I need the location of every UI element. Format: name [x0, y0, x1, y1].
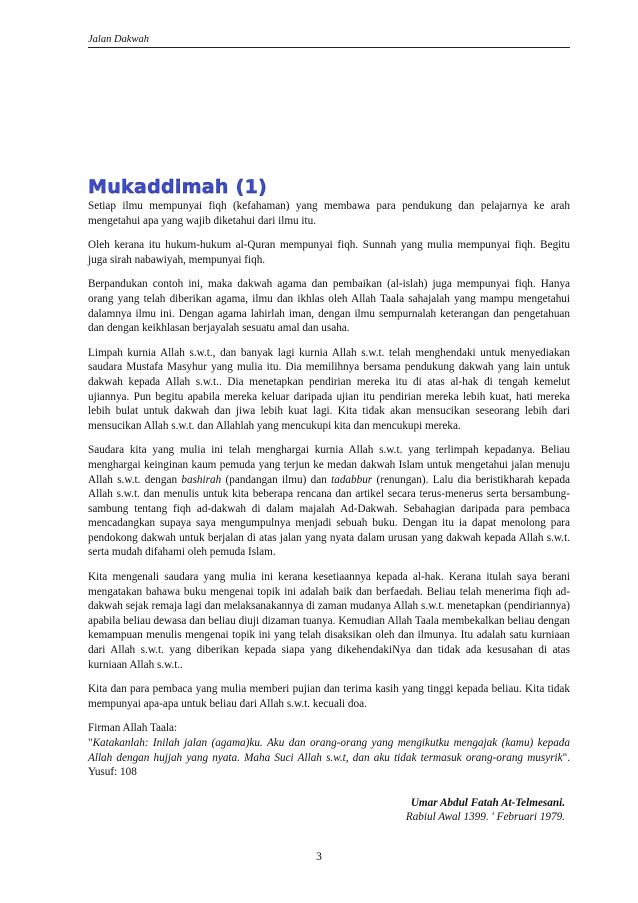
paragraph-5-part-3: (renungan). Lalu dia beristikharah kepada Allah s.w.t. dan menulis untuk kita beberapa rencana dan artikel secara terus-menerus serta bersambung-sambung tentang fiqh ad-dakwah di dalam majalah Ad-Dakwah. Sebahagian daripada para pembaca mencadangkan supaya saya mengumpulnya menjadi sebuah buku. Dengan itu ia dapat menolong para pendokong dakwah untuk berjalan di atas jalan yang nyata dalam urusan yang dakwah kepada Allah s.w.t. serta mudah difahami oleh pemuda Islam.	[88, 473, 570, 559]
body-text	[88, 199, 570, 825]
quote-intro: Firman Allah Taala:	[88, 722, 178, 735]
term-tadabbur: tadabbur	[331, 473, 373, 486]
running-header	[88, 33, 570, 48]
term-bashirah: bashirah	[181, 473, 222, 486]
paragraph-7: Kita dan para pembaca yang mulia memberi pujian dan terima kasih yang tinggi kepada beliau. Kita tidak mempunyai apa-apa untuk beliau dari Allah s.w.t. kecuali doa.	[88, 683, 570, 710]
paragraph-4: Limpah kurnia Allah s.w.t., dan banyak lagi kurnia Allah s.w.t. telah menghendaki untuk menyediakan saudara Mustafa Masyhur yang mulia itu. Dia memilihnya bersama pendukung dakwah yang lain untuk dakwah kepada Allah s.w.t.. Dia menetapkan pendirian mereka itu di atas al-hak di tengah kemelut ujiannya. Pun begitu apabila mereka keluar daripada ujian itu pendirian mereka lebih kuat, hati mereka lebih bulat untuk dakwah dan jiwa lebih kuat lagi. Kita tidak akan mensucikan seseorang lebih dari mensucikan Allah s.w.t. dan Allahlah yang mencukupi kita dan mencukupi mereka.	[88, 346, 570, 432]
paragraph-6: Kita mengenali saudara yang mulia ini kerana kesetiaannya kepada al-hak. Kerana itulah saya berani mengatakan bahawa buku mengenai topik ini adalah baik dan berfaedah. Beliau telah menerima fiqh ad-dakwah sejak remaja lagi dan melaksanakannya di zaman mudanya Allah s.w.t. menetapkan (pendiriannya) apabila beliau dewasa dan beliau diuji dizaman tuanya. Kemudian Allah Taala membekalkan beliau dengan kemampuan menulis mengenai topik ini yang telah disaksikan oleh dan ilmunya. Itu adalah satu kurniaan dari Allah s.w.t. yang diberikan kepada siapa yang dikehendakiNya dan tidak ada kesusahan di atas kurniaan Allah s.w.t..	[88, 571, 570, 671]
signature-block	[88, 796, 570, 825]
section-title: Mukaddimah (1)	[88, 176, 268, 198]
page-number: 3	[316, 851, 322, 863]
running-title: Jalan Dakwah	[88, 34, 149, 45]
quote-close: ". Yusuf: 108	[88, 751, 570, 779]
quote-verse	[88, 736, 570, 780]
paragraph-3: Berpandukan contoh ini, maka dakwah agama dan pembaikan (al-islah) juga mempunyai fiqh. Hanya orang yang telah diberikan agama, ilmu dan ikhlas oleh Allah Taala sahajalah yang mampu mengetahui dalamnya ilmu ini. Dengan agama lahirlah iman, dengan ilmu sempurnalah keterangan dan pengetahuan dan dengan keikhlasan berjayalah sesuatu amal dan usaha.	[88, 278, 570, 335]
quote-open: "	[88, 737, 93, 749]
paragraph-5-part-1: Saudara kita yang mulia ini telah menghargai kurnia Allah s.w.t. yang terlimpah kepadanya. Beliau menghargai keinginan kaum pemuda yang terjun ke medan dakwah Islam untuk mengetahui jalan menuju Allah s.w.t. dengan	[88, 444, 570, 486]
paragraph-5	[88, 443, 570, 560]
paragraph-2: Oleh kerana itu hukum-hukum al-Quran mempunyai fiqh. Sunnah yang mulia mempunyai fiqh. Begitu juga sirah nabawiyah, mempunyai fiqh.	[88, 239, 570, 266]
paragraph-5-part-2: (pandangan ilmu) dan	[221, 473, 332, 486]
author-name: Umar Abdul Fatah At-Telmesani.	[410, 796, 565, 809]
paragraph-1: Setiap ilmu mempunyai fiqh (kefahaman) yang membawa para pendukung dan pelajarnya ke arah mengetahui apa yang wajib diketahui dari ilmu itu.	[88, 200, 570, 227]
signature-date: Rabiul Awal 1399. ' Februari 1979.	[405, 811, 565, 824]
quote-text: Katakanlah: Inilah jalan (agama)ku. Aku dan orang-orang yang mengikutku mengajak (kamu) kepada Allah dengan hujjah yang nyata. Maha Suci Allah s.w.t, dan aku tidak termasuk orang-orang musyrik	[88, 737, 570, 764]
